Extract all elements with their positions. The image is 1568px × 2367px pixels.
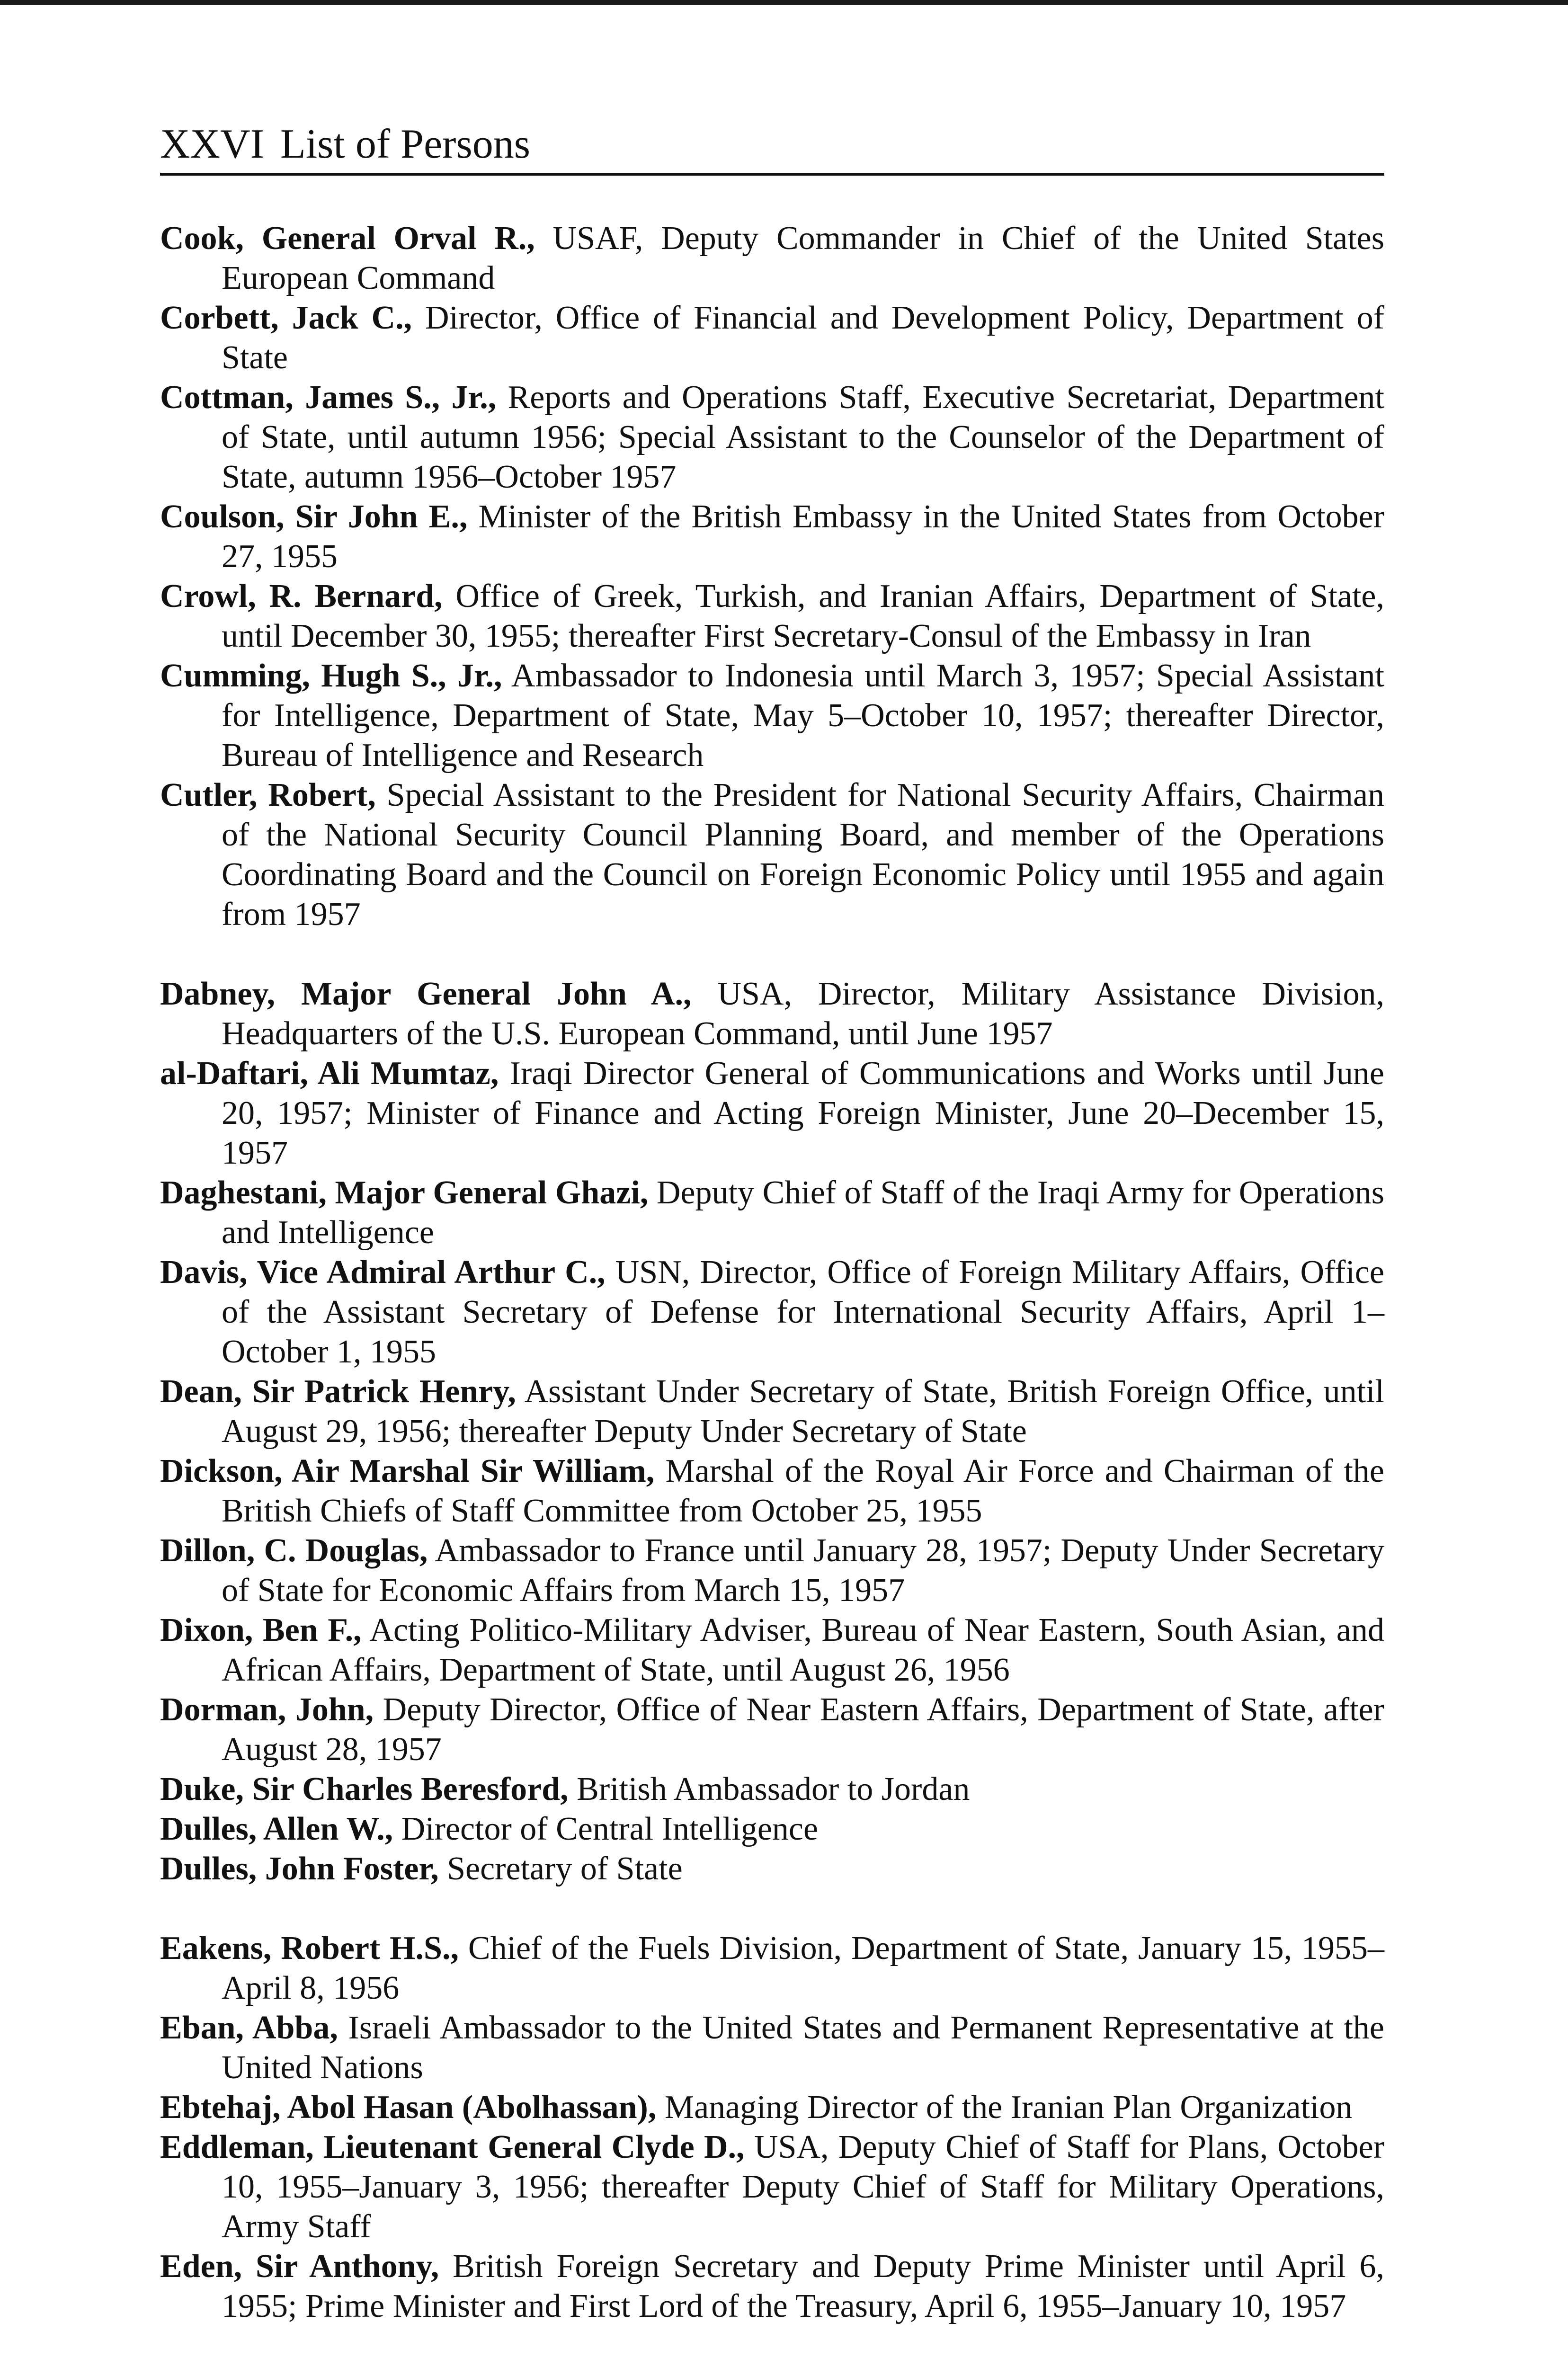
page-number: XXVI <box>160 121 264 167</box>
person-name: Cutler, Robert, <box>160 777 376 813</box>
running-header <box>160 121 1384 168</box>
person-entry <box>160 1849 1384 1889</box>
person-name: Eden, Sir Anthony, <box>160 2248 439 2285</box>
person-name: Cook, General Orval R., <box>160 220 535 257</box>
person-name: Dorman, John, <box>160 1691 374 1728</box>
person-name: al-Daftari, Ali Mumtaz, <box>160 1055 499 1092</box>
letter-group <box>160 1929 1384 2326</box>
person-name: Dickson, Air Marshal Sir William, <box>160 1453 655 1489</box>
person-entry <box>160 2008 1384 2088</box>
person-entry <box>160 497 1384 577</box>
person-description: Minister of the British Embassy in the United States from October 27, 1955 <box>222 498 1385 575</box>
person-description: Director, Office of Financial and Development Policy, Department of State <box>222 300 1385 376</box>
person-entry <box>160 298 1384 378</box>
persons-list <box>160 219 1384 2366</box>
person-name: Dulles, Allen W., <box>160 1811 393 1847</box>
person-description: Special Assistant to the President for National Security Affairs, Chairman of the National Security Council Planning Board, and member of the Operations Coordinating Board and the Council on Foreign Economic Policy until 1955 and again from 1957 <box>222 777 1385 933</box>
person-name: Corbett, Jack C., <box>160 300 412 336</box>
person-description: Iraqi Director General of Communications and Works until June 20, 1957; Minister of Finance and Acting Foreign Minister, June 20–December 15, 1957 <box>222 1055 1385 1171</box>
person-entry <box>160 1929 1384 2008</box>
header-rule <box>160 173 1384 176</box>
person-name: Dulles, John Foster, <box>160 1851 439 1887</box>
person-entry <box>160 1809 1384 1849</box>
person-description: Deputy Chief of Staff of the Iraqi Army for Operations and Intelligence <box>222 1175 1384 1251</box>
person-name: Eddleman, Lieutenant General Clyde D., <box>160 2129 745 2165</box>
person-description: Director of Central Intelligence <box>401 1811 819 1847</box>
person-name: Dillon, C. Douglas, <box>160 1532 428 1569</box>
person-description: Deputy Director, Office of Near Eastern Affairs, Department of State, after August 28, 1957 <box>222 1691 1384 1768</box>
person-name: Eakens, Robert H.S., <box>160 1930 459 1967</box>
person-entry <box>160 1531 1384 1611</box>
person-name: Cumming, Hugh S., Jr., <box>160 658 502 694</box>
person-entry <box>160 378 1384 497</box>
person-description: British Foreign Secretary and Deputy Prime Minister until April 6, 1955; Prime Minister and First Lord of the Treasury, April 6, 1955–January 10, 1957 <box>222 2248 1385 2324</box>
person-entry <box>160 656 1384 775</box>
person-entry <box>160 2127 1384 2247</box>
person-entry <box>160 577 1384 656</box>
person-entry <box>160 1173 1384 1253</box>
person-description: Ambassador to Indonesia until March 3, 1957; Special Assistant for Intelligence, Department of State, May 5–October 10, 1957; thereafter Director, Bureau of Intelligence and Research <box>222 658 1384 774</box>
person-entry <box>160 1770 1384 1809</box>
person-description: Israeli Ambassador to the United States and Permanent Representative at the United Nations <box>222 2010 1385 2086</box>
person-description: Ambassador to France until January 28, 1957; Deputy Under Secretary of State for Economic Affairs from March 15, 1957 <box>222 1532 1384 1609</box>
person-description: Assistant Under Secretary of State, British Foreign Office, until August 29, 1956; thereafter Deputy Under Secretary of State <box>222 1373 1384 1450</box>
person-name: Ebtehaj, Abol Hasan (Abolhassan), <box>160 2089 657 2126</box>
page-top-border <box>0 0 1568 5</box>
person-name: Coulson, Sir John E., <box>160 498 468 535</box>
person-name: Davis, Vice Admiral Arthur C., <box>160 1254 606 1290</box>
person-description: Office of Greek, Turkish, and Iranian Affairs, Department of State, until December 30, 1955; thereafter First Secretary-Consul of the Embassy in Iran <box>222 578 1384 654</box>
person-entry <box>160 1372 1384 1451</box>
person-entry <box>160 1054 1384 1173</box>
person-name: Daghestani, Major General Ghazi, <box>160 1175 649 1211</box>
person-entry <box>160 775 1384 934</box>
person-description: USAF, Deputy Commander in Chief of the United States European Command <box>222 220 1384 296</box>
person-description: USN, Director, Office of Foreign Military Affairs, Office of the Assistant Secretary of Defense for International Security Affairs, April 1–October 1, 1955 <box>222 1254 1385 1370</box>
person-description: Chief of the Fuels Division, Department of State, January 15, 1955–April 8, 1956 <box>222 1930 1384 2006</box>
person-name: Dabney, Major General John A., <box>160 976 692 1012</box>
person-entry <box>160 1690 1384 1770</box>
person-description: Marshal of the Royal Air Force and Chairman of the British Chiefs of Staff Committee from October 25, 1955 <box>222 1453 1384 1529</box>
person-entry <box>160 974 1384 1054</box>
person-name: Dixon, Ben F., <box>160 1612 362 1648</box>
person-entry <box>160 2247 1384 2326</box>
person-entry <box>160 1253 1384 1372</box>
person-name: Duke, Sir Charles Beresford, <box>160 1771 569 1807</box>
letter-group <box>160 219 1384 934</box>
letter-group <box>160 974 1384 1889</box>
person-entry <box>160 1611 1384 1690</box>
person-description: USA, Director, Military Assistance Division, Headquarters of the U.S. European Command, until June 1957 <box>222 976 1385 1052</box>
person-description: USA, Deputy Chief of Staff for Plans, October 10, 1955–January 3, 1956; thereafter Deputy Chief of Staff for Military Operations, Army Staff <box>222 2129 1385 2245</box>
person-name: Cottman, James S., Jr., <box>160 379 497 416</box>
person-entry <box>160 219 1384 298</box>
person-description: Managing Director of the Iranian Plan Organization <box>664 2089 1353 2126</box>
person-description: Secretary of State <box>447 1851 683 1887</box>
person-entry <box>160 1451 1384 1531</box>
person-name: Crowl, R. Bernard, <box>160 578 443 614</box>
person-description: British Ambassador to Jordan <box>577 1771 970 1807</box>
person-description: Acting Politico-Military Adviser, Bureau of Near Eastern, South Asian, and African Affairs, Department of State, until August 26, 1956 <box>222 1612 1384 1688</box>
person-description: Reports and Operations Staff, Executive Secretariat, Department of State, until autumn 1956; Special Assistant to the Counselor of the Department of State, autumn 1956–October 1957 <box>222 379 1384 495</box>
person-entry <box>160 2088 1384 2127</box>
section-title: List of Persons <box>280 121 530 167</box>
person-name: Dean, Sir Patrick Henry, <box>160 1373 516 1410</box>
person-name: Eban, Abba, <box>160 2010 338 2046</box>
